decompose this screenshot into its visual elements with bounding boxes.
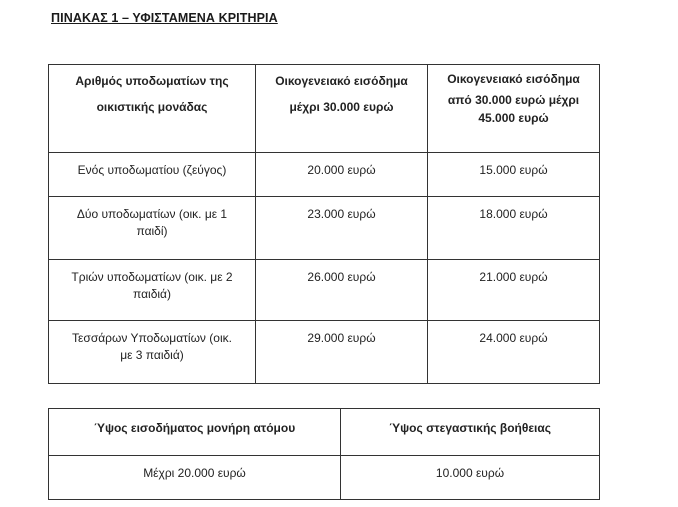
amount-30000-to-45000: 18.000 ευρώ <box>428 197 600 260</box>
header-income-2-line-2: από 30.000 ευρώ μέχρι <box>447 93 580 107</box>
header-rooms <box>49 65 256 153</box>
single-header-row <box>49 409 600 456</box>
amount-up-to-30000: 29.000 ευρώ <box>256 321 428 384</box>
rooms-cell <box>49 260 256 321</box>
amount-30000-to-45000: 24.000 ευρώ <box>428 321 600 384</box>
header-rooms-line-2: οικιστικής μονάδας <box>96 100 208 114</box>
page-title: ΠΙΝΑΚΑΣ 1 – ΥΦΙΣΤΑΜΕΝΑ ΚΡΙΤΗΡΙΑ <box>51 11 278 25</box>
table-row <box>49 153 600 197</box>
rooms-cell-line-1: Τεσσάρων Υποδωματίων (οικ. <box>72 331 232 345</box>
header-income-1-line-1: Οικογενειακό εισόδημα <box>275 74 408 88</box>
table-row <box>49 456 600 500</box>
table-row <box>49 321 600 384</box>
single-income-cell: Μέχρι 20.000 ευρώ <box>49 456 341 500</box>
rooms-cell-line-1: Ενός υποδωματίου (ζεύγος) <box>77 163 227 177</box>
table-row <box>49 260 600 321</box>
header-income-30000-to-45000 <box>428 65 600 153</box>
criteria-header-row <box>49 65 600 153</box>
rooms-cell <box>49 321 256 384</box>
amount-30000-to-45000: 15.000 ευρώ <box>428 153 600 197</box>
criteria-table <box>48 64 600 384</box>
header-income-2-line-1: Οικογενειακό εισόδημα <box>447 72 580 86</box>
header-income-2-line-3: 45.000 ευρώ <box>478 111 549 125</box>
header-rooms-line-1: Αριθμός υποδωματίων της <box>75 74 229 88</box>
rooms-cell <box>49 153 256 197</box>
amount-up-to-30000: 26.000 ευρώ <box>256 260 428 321</box>
amount-30000-to-45000: 21.000 ευρώ <box>428 260 600 321</box>
rooms-cell-line-1: Τριών υποδωματίων (οικ. με 2 <box>71 270 233 284</box>
header-single-income: Ύψος εισοδήματος μονήρη ατόμου <box>49 409 341 456</box>
rooms-cell-line-2: με 3 παιδιά) <box>120 348 184 362</box>
housing-aid-cell: 10.000 ευρώ <box>341 456 600 500</box>
header-income-up-to-30000 <box>256 65 428 153</box>
rooms-cell-line-1: Δύο υποδωματίων (οικ. με 1 <box>76 207 228 221</box>
amount-up-to-30000: 23.000 ευρώ <box>256 197 428 260</box>
header-income-1-line-2: μέχρι 30.000 ευρώ <box>289 100 394 114</box>
rooms-cell-line-2: παιδιά) <box>133 287 171 301</box>
table-row <box>49 197 600 260</box>
header-housing-aid: Ύψος στεγαστικής βοήθειας <box>341 409 600 456</box>
rooms-cell <box>49 197 256 260</box>
rooms-cell-line-2: παιδί) <box>136 224 168 238</box>
single-person-table <box>48 408 600 500</box>
amount-up-to-30000: 20.000 ευρώ <box>256 153 428 197</box>
